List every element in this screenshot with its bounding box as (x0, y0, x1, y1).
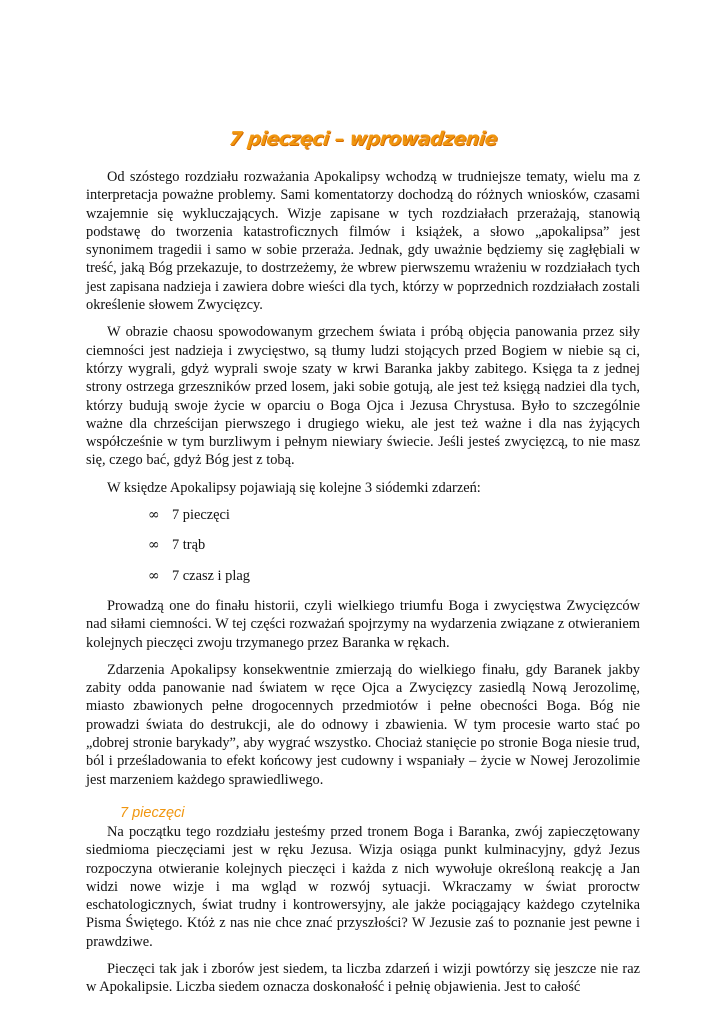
paragraph-intro-1: Od szóstego rozdziału rozważania Apokalipsy wchodzą w trudniejsze tematy, wielu ma z interpretacja poważne problemy. Sami komentatorzy dochodzą do różnych wniosków, czasami wzajemnie się wykluczających. Wizje zapisane w tych rozdziałach przerażają, stanowią podstawę do tworzenia katastroficznych filmów i książek, a słowo „apokalipsa” jest synonimem tragedii i samo w sobie przeraża. Jednak, gdy uważnie będziemy się zagłębiali w treść, jaką Bóg przekazuje, to dostrzeżemy, że wbrew pierwszemu wrażeniu w rozdziałach tych jest zapisana nadzieja i zawiera dobre wieści dla tych, którzy w poprzednich rozdziałach zostali określenie słowem Zwycięzcy. (86, 169, 640, 314)
events-list (86, 506, 640, 585)
paragraph-intro-3: W księdze Apokalipsy pojawiają się kolejne 3 siódemki zdarzeń: (107, 479, 481, 496)
paragraph-intro-2: W obrazie chaosu spowodowanym grzechem świata i próbą objęcia panowania przez siły ciemności jest nadzieja i zwycięstwo, są tłumy ludzi stojących przed Bogiem w niebie są ci, którzy wygrali, gdyż wyprali swoje szaty w krwi Baranka jakby zabitego. Księga ta z jednej strony ostrzega grzeszników przed losem, jaki sobie gotują, ale jest też księgą nadziei dla tych, którzy budują swoje życie w oparciu o Boga Ojca i Jezusa Chrystusa. Było to szczególnie ważne dla chrześcijan pierwszego i drugiego wieku, ale jest też ważne i dla nas żyjących współcześnie w tym burzliwym i pełnym niewiary świecie. Jeśli jesteś zwycięzcą, to nie masz się, czego bać, gdyż Bóg jest z tobą. (86, 324, 640, 469)
page-title: 7 pieczęci – wprowadzenie (227, 128, 499, 150)
list-item (148, 536, 640, 554)
section-heading: 7 pieczęci (120, 804, 185, 821)
list-item-label: 7 pieczęci (172, 507, 230, 524)
infinity-bullet-icon: ∞ (148, 567, 160, 584)
list-item (148, 567, 640, 585)
paragraph-middle-1: Prowadzą one do finału historii, czyli wielkiego triumfu Boga i zwycięstwa Zwycięzców nad siłami ciemności. W tej części rozważań spojrzymy na wydarzenia związane z otwieraniem kolejnych pieczęci zwoju trzymanego przez Baranka w rękach. (86, 597, 640, 651)
infinity-bullet-icon: ∞ (148, 537, 160, 554)
list-item-label: 7 trąb (172, 537, 206, 554)
list-item (148, 506, 640, 524)
paragraph-middle-2: Zdarzenia Apokalipsy konsekwentnie zmierzają do wielkiego finału, gdy Baranek jakby zabity odda panowanie nad światem w ręce Ojca a Zwycięzcy zasiedlą Nową Jerozolimę, miasto zbawionych pełne drogocennych przedmiotów i pełne obecności Boga. Bóg nie prowadzi świata do destrukcji, ale do odnowy i zbawienia. W tym procesie warto stać po „dobrej stronie barykady”, aby wygrać wszystko. Chociaż stanięcie po stronie Boga niesie trud, ból i prześladowania to efekt końcowy jest cudowny i wspaniały – życie w Nowej Jerozolimie jest marzeniem każdego sprawiedliwego. (86, 661, 640, 788)
paragraph-section-1: Na początku tego rozdziału jesteśmy przed tronem Boga i Baranka, zwój zapieczętowany siedmioma pieczęciami jest w ręku Jezusa. Wizja osiąga punkt kulminacyjny, gdyż Jezus rozpoczyna otwieranie kolejnych pieczęci i każda z nich wywołuje określoną reakcję a Jan widzi nowe wizje i ma wgląd w rozwój sytuacji. Wkraczamy w świat proroctw eschatologicznych, świat trudny i kontrowersyjny, ale jakże pociągający każdego czytelnika Pisma Świętego. Któż z nas nie chce znać przyszłości? W Jezusie zaś to poznanie jest pewne i prawdziwe. (86, 823, 640, 950)
infinity-bullet-icon: ∞ (148, 507, 160, 524)
list-item-label: 7 czasz i plag (172, 567, 250, 584)
paragraph-section-2: Pieczęci tak jak i zborów jest siedem, ta liczba zdarzeń i wizji powtórzy się jeszcze nie raz w Apokalipsie. Liczba siedem oznacza doskonałość i pełnię objawienia. Jest to całość (86, 960, 640, 996)
